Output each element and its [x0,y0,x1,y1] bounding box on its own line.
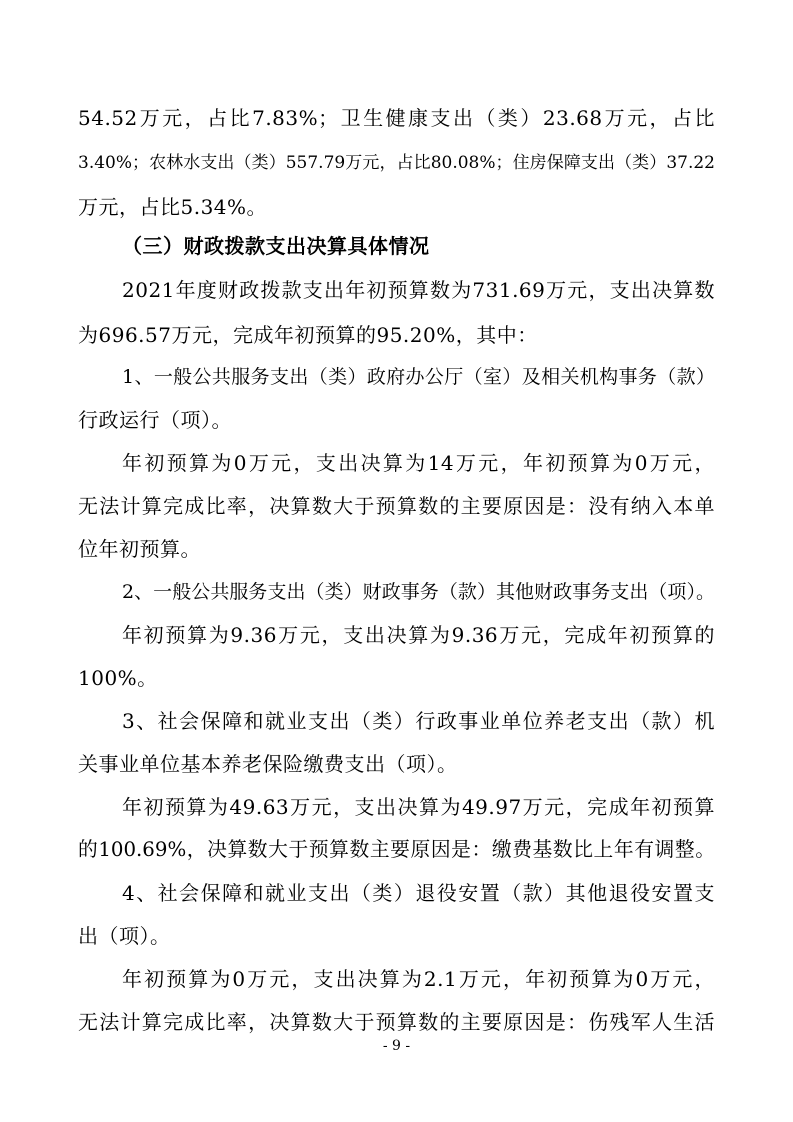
body-line: 3.40%；农林水支出（类）557.79万元，占比80.08%；住房保障支出（类）37.22 [78,153,715,173]
item-heading: 1、一般公共服务支出（类）政府办公厅（室）及相关机构事务（款） [122,366,715,388]
body-line: 无法计算完成比率，决算数大于预算数的主要原因是：伤残军人生活 [78,1010,715,1034]
item-heading: 出（项）。 [78,924,171,948]
item-heading: 2、一般公共服务支出（类）财政事务（款）其他财政事务支出（项）。 [122,581,715,603]
item-heading: 3、社会保障和就业支出（类）行政事业单位养老支出（款）机 [122,709,715,733]
item-heading: 行政运行（项）。 [78,408,232,432]
body-line: 年初预算为0万元，支出决算为14万元，年初预算为0万元， [122,451,715,475]
body-line: 的100.69%，决算数大于预算数主要原因是：缴费基数比上年有调整。 [78,838,715,861]
body-line: 年初预算为49.63万元，支出决算为49.97万元，完成年初预算 [122,795,715,819]
page-number: - 9 - [382,1038,411,1054]
body-line: 年初预算为9.36万元，支出决算为9.36万元，完成年初预算的 [122,623,715,647]
body-line: 万元，占比5.34%。 [78,195,268,219]
body-line: 100%。 [78,666,158,690]
body-line: 年初预算为0万元，支出决算为2.1万元，年初预算为0万元， [122,967,715,991]
body-line: 位年初预算。 [78,537,201,561]
body-line: 无法计算完成比率，决算数大于预算数的主要原因是：没有纳入本单 [78,494,715,518]
item-heading: 关事业单位基本养老保险缴费支出（项）。 [78,752,458,776]
item-heading: 4、社会保障和就业支出（类）退役安置（款）其他退役安置支 [122,881,715,905]
body-line: 2021年度财政拨款支出年初预算数为731.69万元，支出决算数 [122,278,715,302]
section-heading: （三）财政拨款支出决算具体情况 [122,234,430,258]
body-line: 54.52万元，占比7.83%；卫生健康支出（类）23.68万元，占比 [78,106,715,130]
body-line: 为696.57万元，完成年初预算的95.20%，其中： [78,323,538,347]
